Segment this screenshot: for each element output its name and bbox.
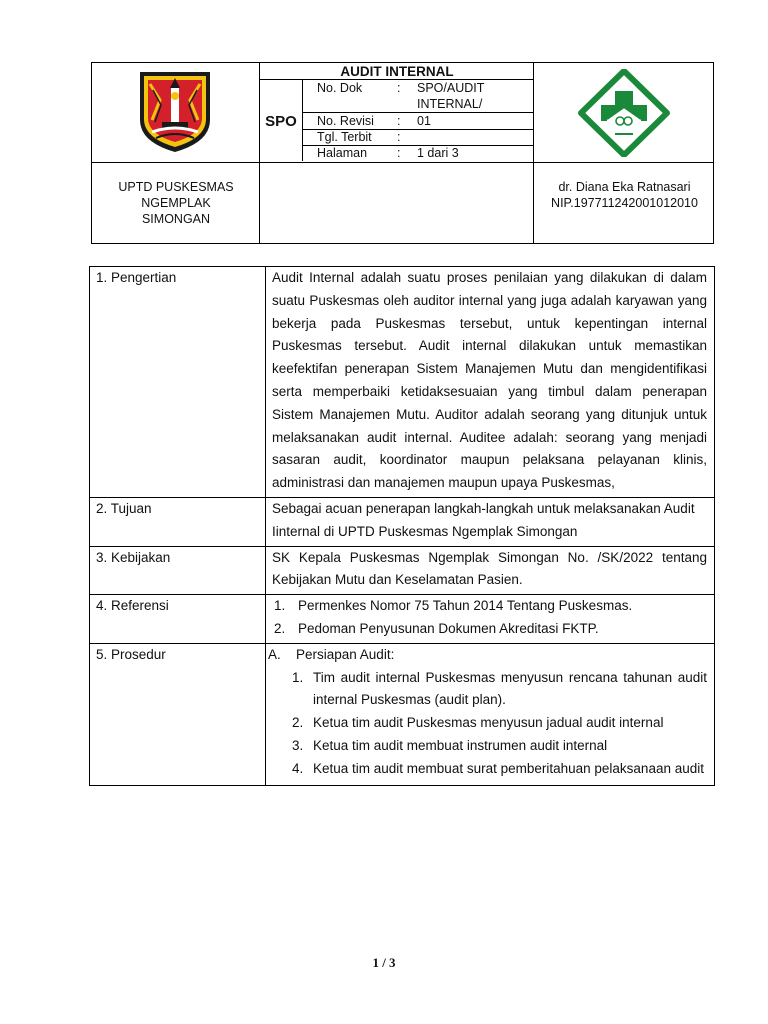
page-number: 1 / 3 — [372, 955, 396, 970]
procedure-group-heading — [268, 644, 707, 667]
step-number: 1. — [292, 669, 304, 685]
row-label: 4. Referensi — [90, 595, 266, 644]
step-text: Ketua tim audit membuat instrumen audit internal — [313, 737, 608, 753]
meta-value-no-dok: SPO/AUDIT — [417, 81, 485, 95]
reference-list — [272, 595, 707, 641]
table-row — [90, 267, 715, 498]
meta-label-halaman: Halaman — [317, 146, 368, 160]
step-number: 3. — [292, 737, 304, 753]
document-title: AUDIT INTERNAL — [340, 64, 454, 79]
list-item — [272, 595, 707, 618]
table-row — [90, 497, 715, 546]
row-label: 3. Kebijakan — [90, 546, 266, 595]
list-item — [272, 618, 707, 641]
spo-label: SPO — [265, 112, 297, 130]
step-text: Ketua tim audit membuat surat pemberitahuan pelaksanaan audit — [313, 760, 704, 776]
meta-value-halaman: 1 dari 3 — [417, 146, 459, 160]
meta-value-no-dok-cont: INTERNAL/ — [417, 97, 483, 111]
table-row — [90, 643, 715, 785]
procedure-table — [89, 266, 715, 786]
pengertian-text: Audit Internal adalah suatu proses penilaian yang dilakukan di dalam suatu Puskesmas oleh auditor internal yang juga adalah karyawan yang bekerja pada Puskesmas tersebut, untuk kepentingan internal Puskesmas tersebut. Audit internal dilakukan untuk memastikan keefektifan penerapan Sistem Manajemen Mutu dan mengidentifikasi serta memperbaiki ketidaksesuaian yang timbul dalam penerapan Sistem Manajemen Mutu. Auditor adalah seorang yang ditunjuk untuk melaksanakan audit internal. Auditee adalah: seorang yang menjadi sasaran audit, koordinator maupun pelaksana pelayanan klinis, administrasi dan manajemen maupun upaya Puskesmas, — [266, 267, 715, 498]
row-label: 5. Prosedur — [90, 643, 266, 785]
meta-sep: : — [397, 81, 401, 95]
list-text: Permenkes Nomor 75 Tahun 2014 Tentang Puskesmas. — [298, 598, 633, 614]
meta-sep: : — [397, 146, 401, 160]
meta-sep: : — [397, 130, 401, 144]
list-item — [292, 735, 707, 758]
procedure-steps — [292, 667, 707, 781]
meta-sep: : — [397, 114, 401, 128]
group-letter: A. — [268, 646, 281, 662]
meta-value-no-revisi: 01 — [417, 114, 431, 128]
unit-name-line: UPTD PUSKESMAS — [118, 180, 234, 194]
signer-nip: NIP.197711242001012010 — [551, 196, 698, 210]
row-label: 1. Pengertian — [90, 267, 266, 498]
prosedur-cell — [266, 643, 715, 785]
step-text: Tim audit internal Puskesmas menyusun rencana tahunan audit internal Puskesmas (audit plan). — [313, 669, 707, 708]
list-number: 2. — [274, 620, 286, 636]
city-emblem-logo — [138, 70, 212, 154]
list-number: 1. — [274, 598, 286, 614]
signer-block — [534, 179, 715, 211]
unit-name — [92, 179, 260, 227]
document-header — [91, 62, 714, 244]
list-item — [292, 667, 707, 713]
puskesmas-logo — [577, 69, 671, 157]
table-row — [90, 595, 715, 644]
unit-name-line: NGEMPLAK — [141, 196, 211, 210]
tujuan-text: Sebagai acuan penerapan langkah-langkah untuk melaksanakan Audit Iinternal di UPTD Puskesmas Ngemplak Simongan — [266, 497, 715, 546]
kebijakan-text: SK Kepala Puskesmas Ngemplak Simongan No. /SK/2022 tentang Kebijakan Mutu dan Keselamatan Pasien. — [266, 546, 715, 595]
step-text: Ketua tim audit Puskesmas menyusun jadual audit internal — [313, 715, 664, 731]
meta-label-no-dok: No. Dok — [317, 81, 363, 95]
unit-name-line: SIMONGAN — [141, 212, 211, 226]
meta-label-no-revisi: No. Revisi — [317, 114, 374, 128]
list-item — [292, 758, 707, 781]
meta-label-tgl-terbit: Tgl. Terbit — [317, 130, 372, 144]
step-number: 4. — [292, 760, 304, 776]
list-text: Pedoman Penyusunan Dokumen Akreditasi FKTP. — [298, 620, 599, 636]
table-row — [90, 546, 715, 595]
row-label: 2. Tujuan — [90, 497, 266, 546]
signer-name: dr. Diana Eka Ratnasari — [558, 180, 691, 194]
step-number: 2. — [292, 715, 304, 731]
list-item — [292, 712, 707, 735]
group-title: Persiapan Audit: — [296, 646, 395, 662]
referensi-cell — [266, 595, 715, 644]
